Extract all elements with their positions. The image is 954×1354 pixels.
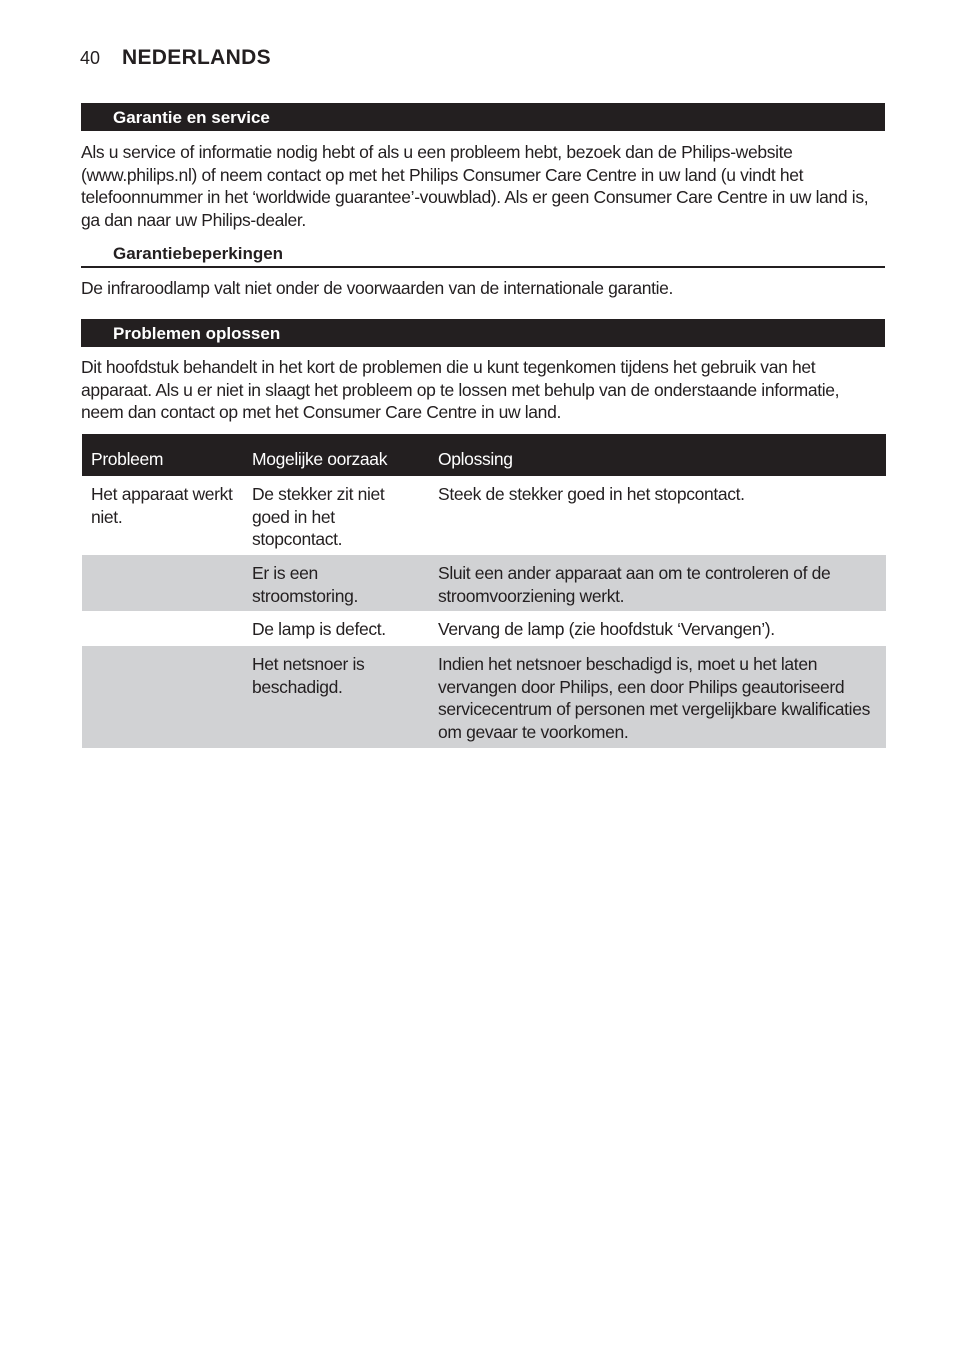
column-header-problem: Probleem xyxy=(82,434,243,476)
cell-cause: Het netsnoer is beschadigd. xyxy=(243,646,429,747)
cell-solution: Vervang de lamp (zie hoofdstuk ‘Vervangen’). xyxy=(438,619,775,640)
cell-solution: Indien het netsnoer beschadigd is, moet u het laten vervangen door Philips, een door Philips geautoriseerd servicecentrum of personen met vergelijkbare kwalificaties om gevaar te voorkomen. xyxy=(429,646,886,747)
cell-problem: Het apparaat werkt niet. xyxy=(91,484,233,527)
troubleshooting-paragraph: Dit hoofdstuk behandelt in het kort de problemen die u kunt tegenkomen tijdens het gebruik van het apparaat. Als u er niet in slaagt het probleem op te lossen met behulp van de onderstaande informatie, neem dan contact op met het Consumer Care Centre in uw land. xyxy=(81,357,840,423)
subheading-limitations: Garantiebeperkingen xyxy=(81,240,885,268)
troubleshooting-table xyxy=(82,434,886,748)
page-header xyxy=(80,46,271,74)
page-number: 40 xyxy=(80,48,101,68)
limitations-paragraph: De infraroodlamp valt niet onder de voorwaarden van de internationale garantie. xyxy=(81,278,674,298)
cell-cause: De lamp is defect. xyxy=(252,619,386,640)
table-row xyxy=(82,476,886,555)
section-title-troubleshooting: Problemen oplossen xyxy=(81,319,885,347)
cell-problem xyxy=(82,555,243,611)
column-header-cause: Mogelijke oorzaak xyxy=(243,434,429,476)
cell-cause: De stekker zit niet goed in het stopcontact. xyxy=(252,484,385,550)
language-heading: NEDERLANDS xyxy=(122,46,271,69)
cell-solution: Steek de stekker goed in het stopcontact. xyxy=(438,484,745,504)
cell-problem xyxy=(82,611,243,646)
section-title-warranty: Garantie en service xyxy=(81,103,885,131)
table-row xyxy=(82,646,886,747)
table-header-row xyxy=(82,434,886,476)
cell-solution: Sluit een ander apparaat aan om te controleren of de stroomvoorziening werkt. xyxy=(429,555,886,611)
table-row xyxy=(82,555,886,611)
table-row xyxy=(82,611,886,646)
cell-problem xyxy=(82,646,243,747)
cell-cause: Er is een stroomstoring. xyxy=(243,555,429,611)
column-header-solution: Oplossing xyxy=(429,434,886,476)
warranty-paragraph: Als u service of informatie nodig hebt of als u een probleem hebt, bezoek dan de Philips-website (www.philips.nl) of neem contact op met het Philips Consumer Care Centre in uw land (u vindt het telefoonnummer in het ‘worldwide guarantee’-vouwblad). Als er geen Consumer Care Centre in uw land is, ga dan naar uw Philips-dealer. xyxy=(81,142,869,230)
